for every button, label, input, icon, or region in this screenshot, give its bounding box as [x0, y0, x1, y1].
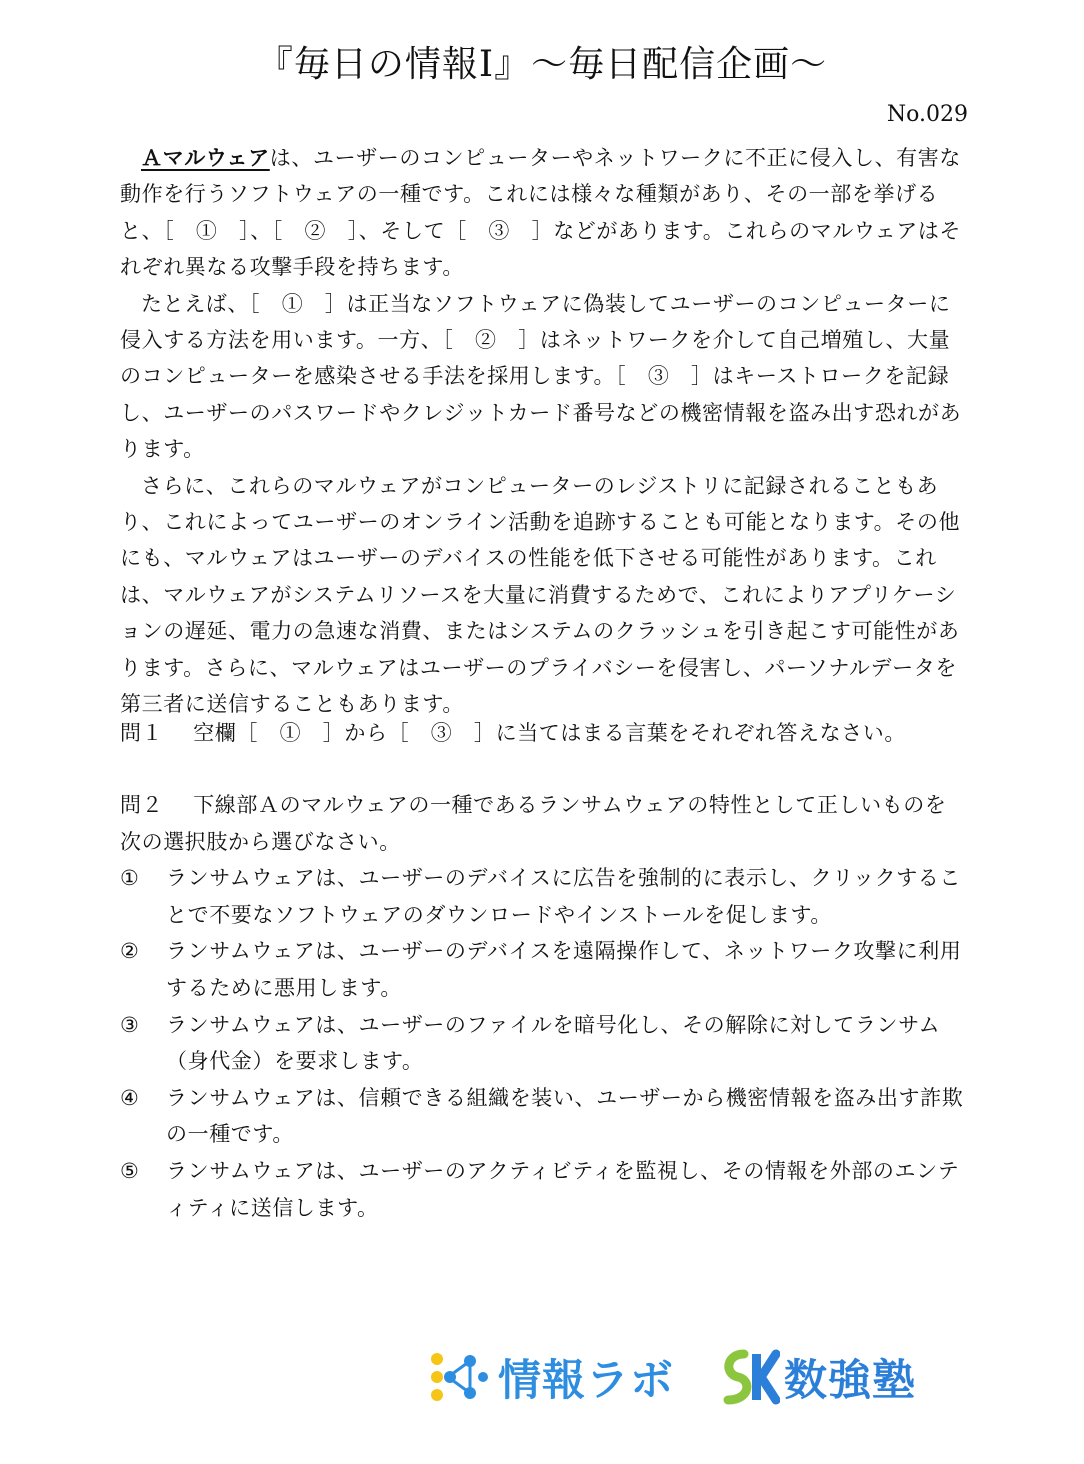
- molecule-icon: [428, 1346, 490, 1408]
- choice-text: ランサムウェアは、ユーザーのアクティビティを監視し、その情報を外部のエンティティに送信します。: [166, 1158, 960, 1220]
- passage-paragraph-1-text: は、ユーザーのコンピューターやネットワークに不正に侵入し、有害な動作を行うソフトウェアの一種です。これには様々な種類があり、その一部を挙げると、［ ① ］、［ ② ］、そして［ ③ ］などがあります。これらのマルウェアはそれぞれ異なる攻撃手段を持ちます。: [120, 146, 962, 280]
- question-2-label: 問２: [120, 793, 164, 817]
- choice-item: [120, 860, 966, 933]
- choice-item: [120, 1153, 966, 1226]
- info-lab-wordmark: 情報ラボ: [498, 1355, 674, 1406]
- choice-mark: ①: [120, 866, 140, 891]
- choice-mark: ③: [120, 1012, 140, 1037]
- choice-text: ランサムウェアは、ユーザーのデバイスを遠隔操作して、ネットワーク攻撃に利用するために悪用します。: [166, 939, 962, 1000]
- choice-text: ランサムウェアは、信頼できる組織を装い、ユーザーから機密情報を盗み出す詐欺の一種です。: [166, 1085, 964, 1147]
- sk-emblem-icon: [720, 1346, 780, 1408]
- passage-paragraph-2: たとえば、［ ① ］は正当なソフトウェアに偽装してユーザーのコンピューターに侵入する方法を用います。一方、［ ② ］はネットワークを介して自己増殖し、大量のコンピューターを感染させる手法を採用します。［ ③ ］はキーストロークを記録し、ユーザーのパスワードやクレジットカード番号などの機密情報を盗み出す恐れがあります。: [120, 291, 962, 462]
- choice-item: [120, 1080, 966, 1153]
- passage: [120, 140, 966, 723]
- choice-item: [120, 933, 966, 1006]
- page-title: 『毎日の情報Ⅰ』〜毎日配信企画〜: [256, 44, 828, 85]
- footer-logos: [428, 1342, 968, 1412]
- question-1: [120, 715, 966, 751]
- suukyoujuku-logo: [720, 1342, 916, 1412]
- issue-number: No.029: [886, 102, 968, 127]
- passage-paragraph-3: さらに、これらのマルウェアがコンピューターのレジストリに記録されることもあり、これによってユーザーのオンライン活動を追跡することも可能となります。その他にも、マルウェアはユーザーのデバイスの性能を低下させる可能性があります。これは、マルウェアがシステムリソースを大量に消費するためで、これによりアプリケーションの遅延、電力の急速な消費、またはシステムのクラッシュを引き起こす可能性があります。さらに、マルウェアはユーザーのプライバシーを侵害し、パーソナルデータを第三者に送信することもあります。: [120, 473, 961, 717]
- choice-mark: ④: [120, 1085, 140, 1110]
- question-2-text: 下線部Ａのマルウェアの一種であるランサムウェアの特性として正しいものを次の選択肢から選びなさい。: [120, 793, 947, 854]
- question-1-label: 問１: [120, 721, 164, 745]
- info-lab-logo: [428, 1342, 674, 1412]
- passage-paragraph-1: [120, 140, 966, 286]
- underlined-term: Ａマルウェア: [141, 145, 270, 170]
- choice-mark: ⑤: [120, 1158, 140, 1183]
- choice-item: [120, 1007, 966, 1080]
- choice-mark: ②: [120, 939, 140, 964]
- suukyoujuku-wordmark: 数強塾: [784, 1355, 916, 1406]
- choice-text: ランサムウェアは、ユーザーのデバイスに広告を強制的に表示し、クリックすることで不要なソフトウェアのダウンロードやインストールを促します。: [166, 866, 961, 927]
- question-1-text: 空欄［ ① ］から［ ③ ］に当てはまる言葉をそれぞれ答えなさい。: [193, 721, 906, 745]
- question-2-stem: [120, 787, 966, 860]
- question-2: [120, 787, 966, 1226]
- choice-list: [120, 860, 966, 1226]
- choice-text: ランサムウェアは、ユーザーのファイルを暗号化し、その解除に対してランサム（身代金）を要求します。: [166, 1012, 941, 1074]
